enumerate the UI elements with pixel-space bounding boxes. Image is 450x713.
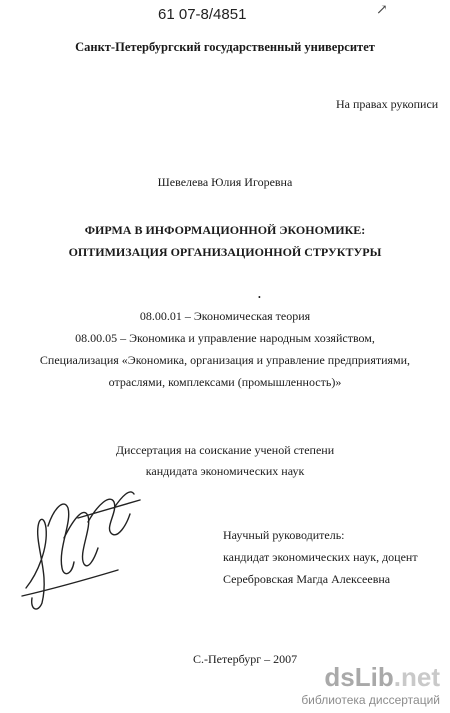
handwritten-signature <box>18 478 148 618</box>
specialty-line: отраслями, комплексами (промышленность)» <box>108 375 342 389</box>
stray-dot: • <box>258 293 261 302</box>
catalog-code: 61 07-8/4851 <box>158 6 247 23</box>
corner-mark: ↗ <box>376 3 388 18</box>
dissertation-block <box>0 440 450 482</box>
watermark-tagline: библиотека диссертаций <box>301 693 440 707</box>
rights-note: На правах рукописи <box>336 97 439 111</box>
advisor-line: Научный руководитель: <box>223 528 345 542</box>
specialty-line: 08.00.01 – Экономическая теория <box>139 309 311 323</box>
watermark-logo <box>301 664 440 690</box>
city-year: С.-Петербург – 2007 <box>193 652 298 666</box>
advisor-line: Серебровская Магда Алексеевна <box>223 572 391 586</box>
site-watermark[interactable] <box>301 664 440 707</box>
title-line-1: ФИРМА В ИНФОРМАЦИОННОЙ ЭКОНОМИКЕ: <box>84 223 366 237</box>
author-name: Шевелева Юлия Игоревна <box>157 175 293 189</box>
advisor-block <box>223 524 418 590</box>
watermark-logo-suffix: .net <box>393 662 440 692</box>
title-line-2: ОПТИМИЗАЦИЯ ОРГАНИЗАЦИОННОЙ СТРУКТУРЫ <box>68 245 382 259</box>
watermark-logo-main: dsLib <box>324 662 394 692</box>
university-name: Санкт-Петербургский государственный университет <box>75 40 375 54</box>
specialty-line: 08.00.05 – Экономика и управление народным хозяйством, <box>75 331 375 345</box>
dissertation-line: Диссертация на соискание ученой степени <box>115 443 335 457</box>
specialty-line: Специализация «Экономика, организация и управление предприятиями, <box>39 353 411 367</box>
specialty-block <box>0 305 450 393</box>
advisor-line: кандидат экономических наук, доцент <box>223 550 418 564</box>
dissertation-line: кандидата экономических наук <box>145 464 305 478</box>
